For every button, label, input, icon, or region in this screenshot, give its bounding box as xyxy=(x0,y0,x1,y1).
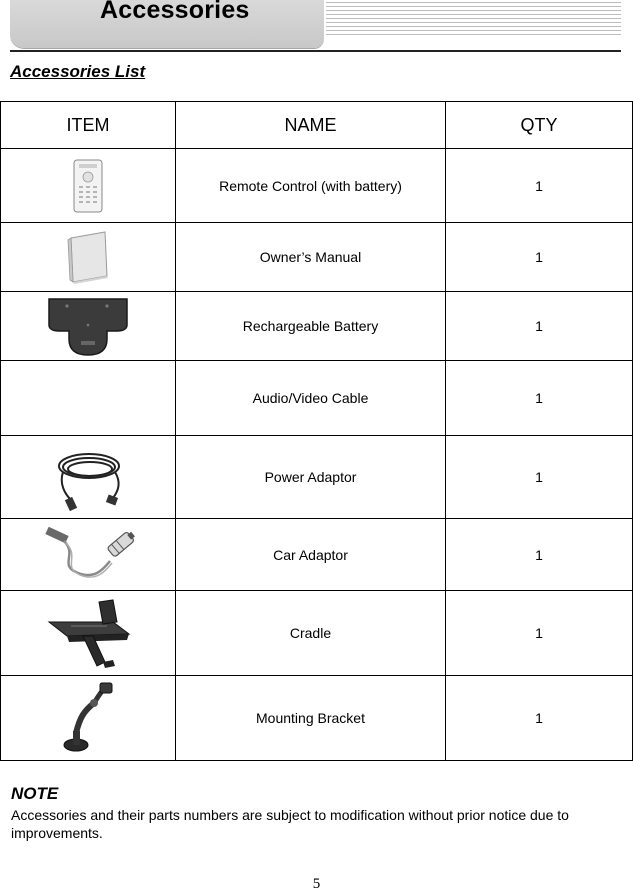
item-qty: 1 xyxy=(446,223,633,292)
item-qty: 1 xyxy=(446,676,633,761)
item-name: Mounting Bracket xyxy=(176,676,446,761)
item-qty: 1 xyxy=(446,292,633,361)
item-image-cell xyxy=(1,361,176,436)
remote-control-icon xyxy=(70,158,106,214)
table-row xyxy=(1,292,633,361)
header-decoration-lines xyxy=(326,2,621,36)
column-header-name: NAME xyxy=(176,102,446,149)
table-row xyxy=(1,223,633,292)
item-image-cell xyxy=(1,519,176,591)
header-divider xyxy=(10,50,621,52)
table-row xyxy=(1,361,633,436)
item-image-cell xyxy=(1,436,176,519)
table-header-row xyxy=(1,102,633,149)
item-name: Audio/Video Cable xyxy=(176,361,446,436)
header-tab xyxy=(10,0,324,48)
section-title: Accessories List xyxy=(10,62,146,81)
note-title: NOTE xyxy=(11,784,59,803)
manual-book-icon xyxy=(63,230,113,284)
column-header-qty: QTY xyxy=(446,102,633,149)
item-name: Power Adaptor xyxy=(176,436,446,519)
page-number: 5 xyxy=(312,876,321,892)
table-row xyxy=(1,149,633,223)
item-qty: 1 xyxy=(446,519,633,591)
table-row xyxy=(1,676,633,761)
item-name: Rechargeable Battery xyxy=(176,292,446,361)
item-image-cell xyxy=(1,223,176,292)
battery-icon xyxy=(45,295,131,357)
item-name: Cradle xyxy=(176,591,446,676)
note-text: Accessories and their parts numbers are subject to modification without prior notice due to improvements. xyxy=(11,807,569,841)
item-image-cell xyxy=(1,676,176,761)
column-header-item: ITEM xyxy=(1,102,176,149)
accessories-table xyxy=(0,101,633,761)
table-row xyxy=(1,436,633,519)
item-name: Car Adaptor xyxy=(176,519,446,591)
cradle-icon xyxy=(43,596,133,670)
item-image-cell xyxy=(1,292,176,361)
item-name: Remote Control (with battery) xyxy=(176,149,446,223)
power-adaptor-icon xyxy=(45,442,131,512)
item-image-cell xyxy=(1,591,176,676)
item-qty: 1 xyxy=(446,436,633,519)
item-image-cell xyxy=(1,149,176,223)
table-row xyxy=(1,519,633,591)
table-row xyxy=(1,591,633,676)
car-adaptor-icon xyxy=(38,525,138,585)
page-title: Accessories xyxy=(100,0,250,24)
mounting-bracket-icon xyxy=(58,681,118,755)
item-qty: 1 xyxy=(446,361,633,436)
item-name: Owner’s Manual xyxy=(176,223,446,292)
item-qty: 1 xyxy=(446,591,633,676)
item-qty: 1 xyxy=(446,149,633,223)
